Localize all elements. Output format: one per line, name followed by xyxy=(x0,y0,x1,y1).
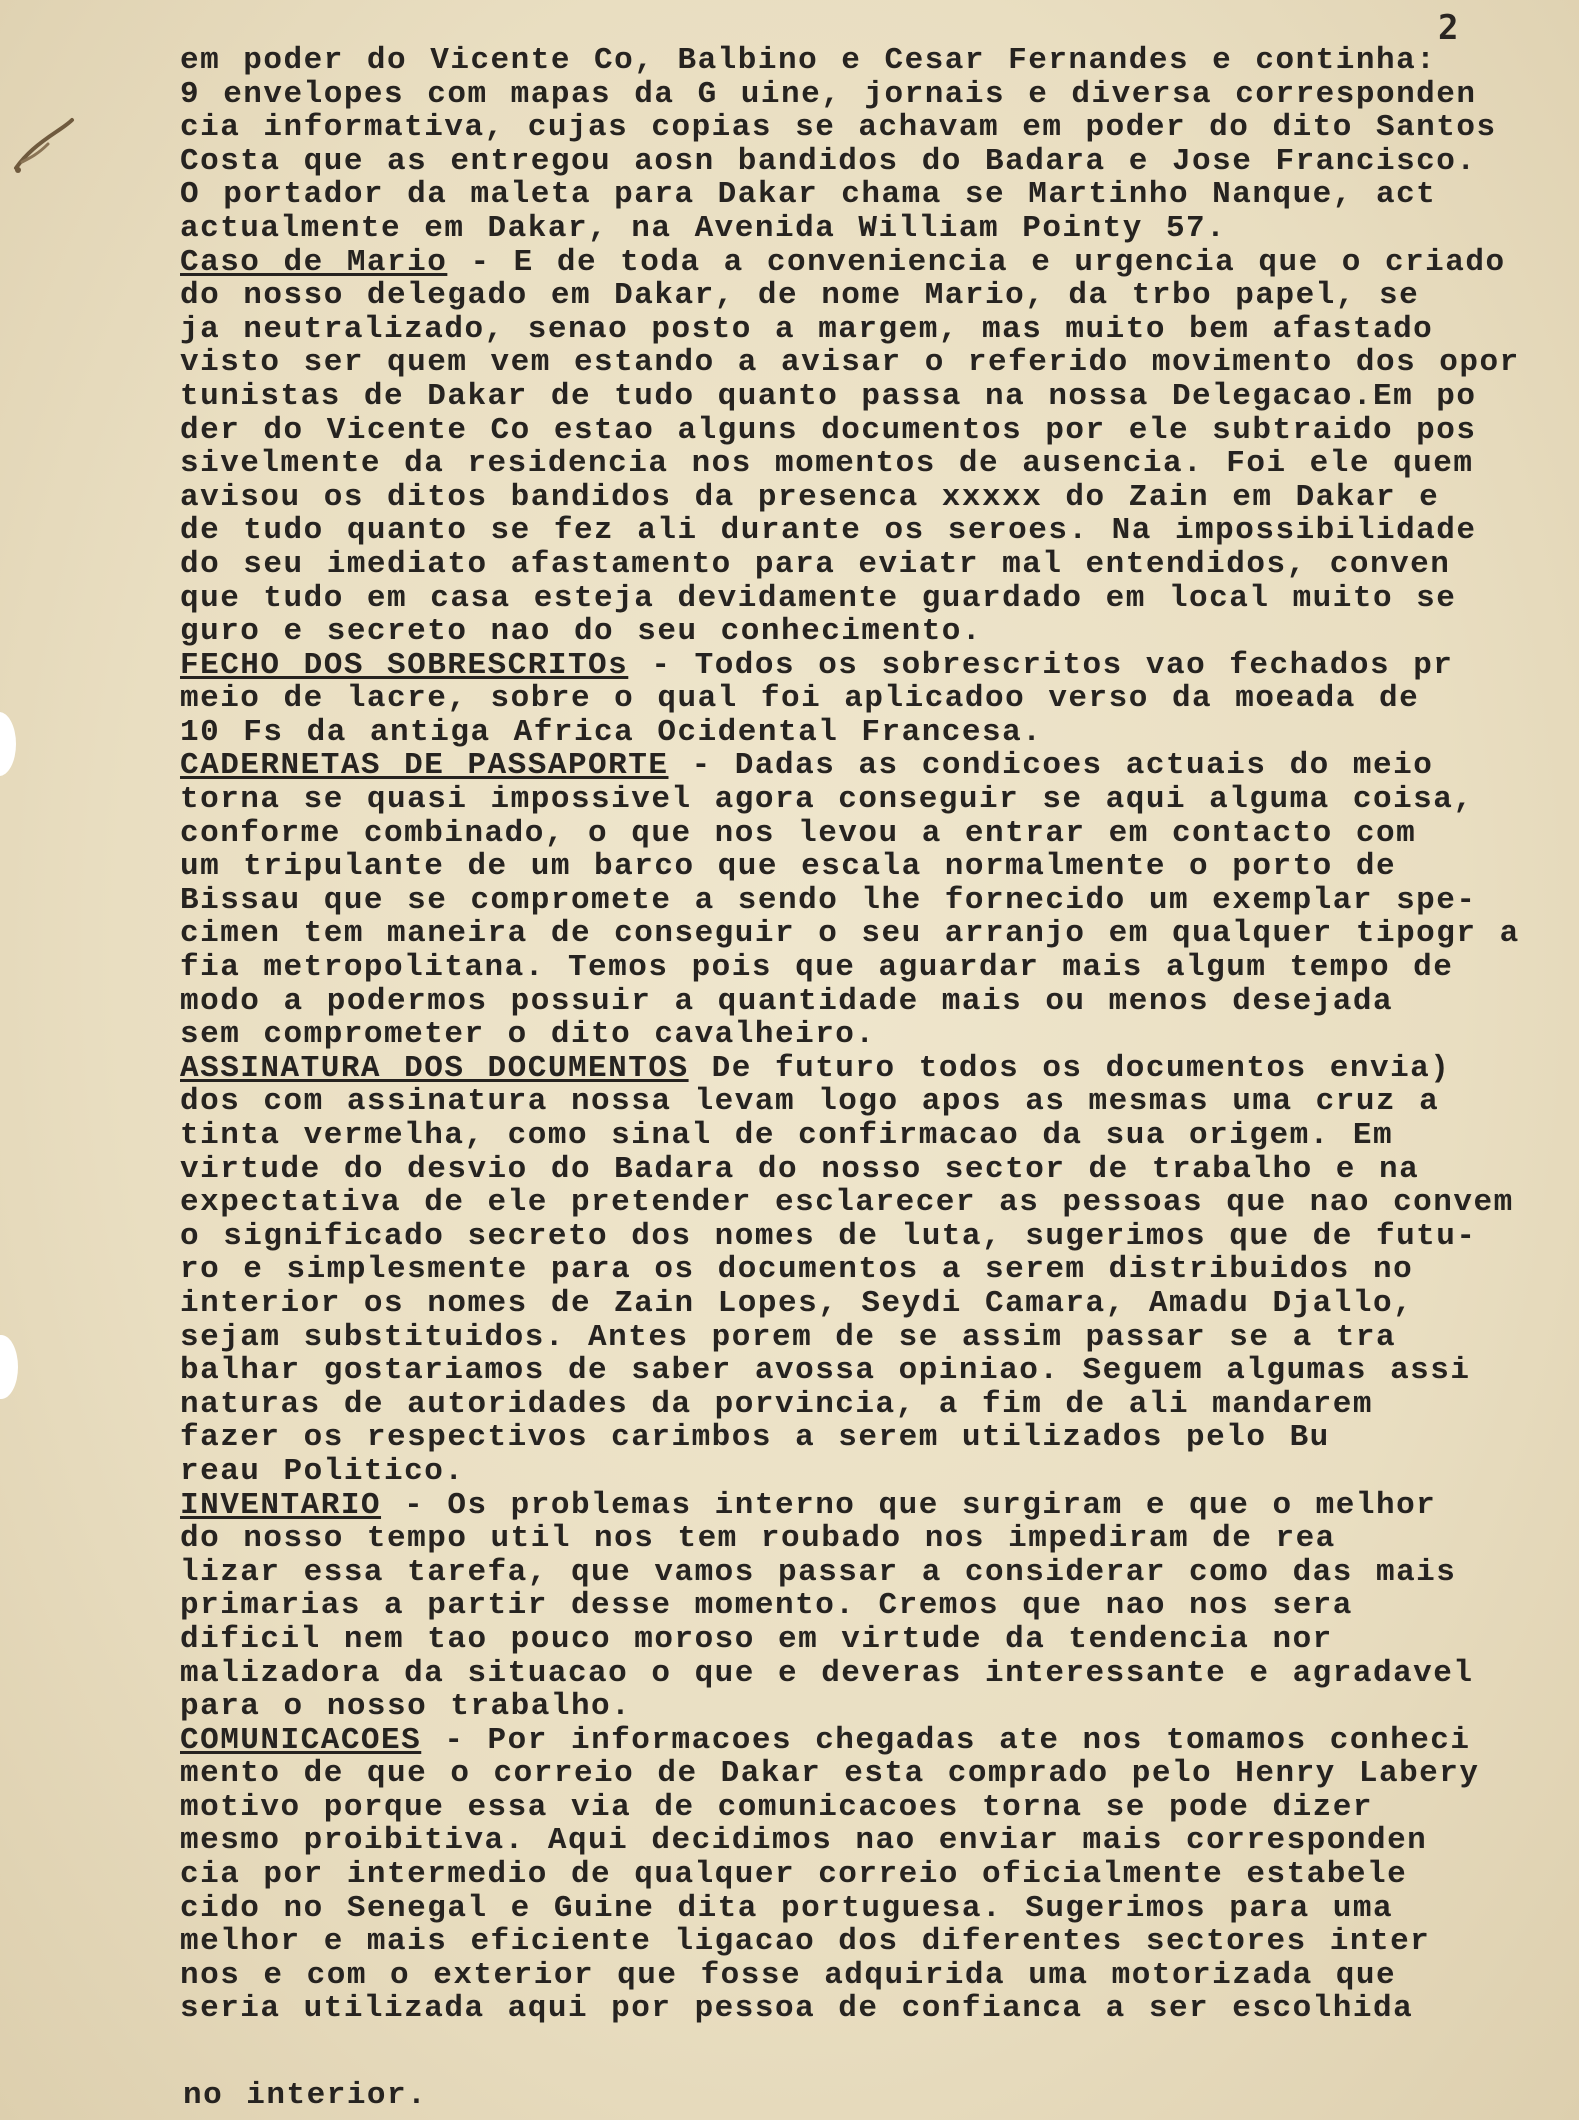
text-line xyxy=(180,1287,1540,1321)
section-heading: FECHO DOS SOBRESCRITOs xyxy=(180,647,629,683)
line-text: O portador da maleta para Dakar chama se Martinho Nanque, act xyxy=(180,177,1437,213)
text-line xyxy=(180,1489,1540,1523)
text-line xyxy=(180,1757,1540,1791)
line-text: sejam substituidos. Antes porem de se assim passar se a tra xyxy=(180,1319,1397,1355)
text-line xyxy=(180,1421,1540,1455)
line-text: sivelmente da residencia nos momentos de ausencia. Foi ele quem xyxy=(180,446,1474,482)
line-text: primarias a partir desse momento. Cremos que nao nos sera xyxy=(180,1588,1353,1624)
line-text: Bissau que se compromete a sendo lhe fornecido um exemplar spe- xyxy=(180,882,1477,918)
text-line xyxy=(180,1354,1540,1388)
text-line xyxy=(180,1186,1540,1220)
line-text: para o nosso trabalho. xyxy=(180,1689,632,1725)
line-text: meio de lacre, sobre o qual foi aplicadoo verso da moeada de xyxy=(180,681,1420,717)
page-number: 2 xyxy=(1438,8,1459,48)
text-line xyxy=(180,1623,1540,1657)
line-text: naturas de autoridades da porvincia, a fim de ali mandarem xyxy=(180,1386,1373,1422)
text-line xyxy=(180,145,1540,179)
text-line xyxy=(180,615,1540,649)
line-text: cido no Senegal e Guine dita portuguesa. Sugerimos para uma xyxy=(180,1890,1394,1926)
text-line xyxy=(180,1388,1540,1422)
line-text: ja neutralizado, senao posto a margem, mas muito bem afastado xyxy=(180,311,1434,347)
line-text: visto ser quem vem estando a avisar o referido movimento dos opor xyxy=(180,345,1520,381)
text-line xyxy=(180,817,1540,851)
line-text: mento de que o correio de Dakar esta comprado pelo Henry Labery xyxy=(180,1756,1480,1792)
section-heading: CADERNETAS DE PASSAPORTE xyxy=(180,748,669,784)
line-text: malizadora da situacao o que e deveras interessante e agradavel xyxy=(180,1655,1474,1691)
line-text: mesmo proibitiva. Aqui decidimos nao enviar mais corresponden xyxy=(180,1823,1428,1859)
line-text: Costa que as entregou aosn bandidos do Badara e Jose Francisco. xyxy=(180,143,1477,179)
section-heading: COMUNICACOES xyxy=(180,1722,422,1758)
text-line xyxy=(180,78,1540,112)
line-text: do nosso delegado em Dakar, de nome Mario, da trbo papel, se xyxy=(180,278,1420,314)
line-text: sem comprometer o dito cavalheiro. xyxy=(180,1017,876,1053)
line-text: torna se quasi impossivel agora conseguir se aqui alguma coisa, xyxy=(180,782,1474,818)
text-line xyxy=(180,514,1540,548)
section-heading: Caso de Mario xyxy=(180,244,448,280)
line-text: melhor e mais eficiente ligacao dos diferentes sectores inter xyxy=(180,1924,1431,1960)
text-line xyxy=(180,917,1540,951)
line-text: cimen tem maneira de conseguir o seu arranjo em qualquer tipogr a xyxy=(180,916,1520,952)
text-line xyxy=(180,178,1540,212)
text-line xyxy=(180,1119,1540,1153)
line-text: conforme combinado, o que nos levou a entrar em contacto com xyxy=(180,815,1417,851)
punch-hole-bottom xyxy=(0,1335,18,1399)
text-line xyxy=(180,1455,1540,1489)
text-line xyxy=(180,1959,1540,1993)
line-text: 9 envelopes com mapas da G uine, jornais e diversa corresponden xyxy=(180,76,1477,112)
line-text: nos e com o exterior que fosse adquirida uma motorizada que xyxy=(180,1957,1397,1993)
text-line xyxy=(180,380,1540,414)
text-line xyxy=(180,346,1540,380)
text-line xyxy=(180,548,1540,582)
line-text: De futuro todos os documentos envia) xyxy=(688,1050,1451,1086)
line-text: dos com assinatura nossa levam logo apos as mesmas uma cruz a xyxy=(180,1084,1440,1120)
line-text: expectativa de ele pretender esclarecer as pessoas que nao convem xyxy=(180,1185,1514,1221)
line-text: do nosso tempo util nos tem roubado nos impediram de rea xyxy=(180,1521,1336,1557)
text-line xyxy=(180,783,1540,817)
line-text: 10 Fs da antiga Africa Ocidental Francesa. xyxy=(180,714,1043,750)
text-line xyxy=(180,481,1540,515)
text-line xyxy=(180,951,1540,985)
text-line xyxy=(180,682,1540,716)
text-line xyxy=(180,44,1540,78)
section-heading: INVENTARIO xyxy=(180,1487,382,1523)
line-text: - Todos os sobrescritos vao fechados pr xyxy=(628,647,1454,683)
text-line xyxy=(180,279,1540,313)
text-line xyxy=(180,1824,1540,1858)
section-heading: ASSINATURA DOS DOCUMENTOS xyxy=(180,1050,689,1086)
text-line xyxy=(180,1657,1540,1691)
line-text: interior os nomes de Zain Lopes, Seydi Camara, Amadu Djallo, xyxy=(180,1285,1414,1321)
line-text: - Por informacoes chegadas ate nos tomamos conheci xyxy=(421,1722,1471,1758)
text-line xyxy=(180,1052,1540,1086)
line-text: modo a podermos possuir a quantidade mais ou menos desejada xyxy=(180,983,1394,1019)
line-text: cia por intermedio de qualquer correio oficialmente estabele xyxy=(180,1857,1408,1893)
line-text: fazer os respectivos carimbos a serem utilizados pelo Bu xyxy=(180,1420,1330,1456)
line-text: actualmente em Dakar, na Avenida William Pointy 57. xyxy=(180,210,1227,246)
text-line xyxy=(180,749,1540,783)
line-text: balhar gostariamos de saber avossa opiniao. Seguem algumas assi xyxy=(180,1353,1471,1389)
text-line xyxy=(180,1018,1540,1052)
text-line xyxy=(180,850,1540,884)
line-text: reau Politico. xyxy=(180,1453,465,1489)
line-text: avisou os ditos bandidos da presenca xxxxx do Zain em Dakar e xyxy=(180,479,1440,515)
line-text: - Os problemas interno que surgiram e que o melhor xyxy=(381,1487,1437,1523)
text-line xyxy=(180,414,1540,448)
text-line xyxy=(180,447,1540,481)
text-line xyxy=(180,1690,1540,1724)
line-text: motivo porque essa via de comunicacoes torna se pode dizer xyxy=(180,1789,1373,1825)
line-text: guro e secreto nao do seu conhecimento. xyxy=(180,614,983,650)
closing-line: no interior. xyxy=(183,2078,428,2113)
line-text: virtude do desvio do Badara do nosso sector de trabalho e na xyxy=(180,1151,1420,1187)
body-text xyxy=(180,44,1540,2026)
line-text: - Dadas as condicoes actuais do meio xyxy=(668,748,1434,784)
text-line xyxy=(180,716,1540,750)
line-text: em poder do Vicente Co, Balbino e Cesar Fernandes e continha: xyxy=(180,43,1437,78)
punch-hole-top xyxy=(0,712,16,776)
text-line xyxy=(180,1253,1540,1287)
line-text: dificil nem tao pouco moroso em virtude da tendencia nor xyxy=(180,1621,1333,1657)
line-text: do seu imediato afastamento para eviatr mal entendidos, conven xyxy=(180,546,1451,582)
line-text: lizar essa tarefa, que vamos passar a considerar como das mais xyxy=(180,1554,1457,1590)
text-line xyxy=(180,1858,1540,1892)
text-line xyxy=(180,1556,1540,1590)
line-text: tunistas de Dakar de tudo quanto passa na nossa Delegacao.Em po xyxy=(180,378,1477,414)
text-line xyxy=(180,1589,1540,1623)
text-line xyxy=(180,1992,1540,2026)
text-line xyxy=(180,985,1540,1019)
text-line xyxy=(180,1925,1540,1959)
text-line xyxy=(180,649,1540,683)
text-line xyxy=(180,111,1540,145)
line-text: de tudo quanto se fez ali durante os seroes. Na impossibilidade xyxy=(180,513,1477,549)
line-text: o significado secreto dos nomes de luta, sugerimos que de futu- xyxy=(180,1218,1477,1254)
text-line xyxy=(180,1153,1540,1187)
text-line xyxy=(180,1724,1540,1758)
text-line xyxy=(180,212,1540,246)
line-text: tinta vermelha, como sinal de confirmacao da sua origem. Em xyxy=(180,1118,1394,1153)
text-line xyxy=(180,246,1540,280)
text-line xyxy=(180,1321,1540,1355)
line-text: - E de toda a conveniencia e urgencia que o criado xyxy=(447,244,1506,280)
line-text: der do Vicente Co estao alguns documentos por ele subtraido pos xyxy=(180,412,1477,448)
line-text: fia metropolitana. Temos pois que aguardar mais algum tempo de xyxy=(180,950,1454,986)
line-text: um tripulante de um barco que escala normalmente o porto de xyxy=(180,849,1397,885)
text-line xyxy=(180,313,1540,347)
line-text: cia informativa, cujas copias se achavam em poder do dito Santos xyxy=(180,110,1497,146)
line-text: ro e simplesmente para os documentos a serem distribuidos no xyxy=(180,1252,1414,1288)
text-line xyxy=(180,1220,1540,1254)
text-line xyxy=(180,582,1540,616)
text-line xyxy=(180,1522,1540,1556)
text-line xyxy=(180,884,1540,918)
text-line xyxy=(180,1085,1540,1119)
text-line xyxy=(180,1892,1540,1926)
line-text: que tudo em casa esteja devidamente guardado em local muito se xyxy=(180,580,1457,616)
ink-smudge-mark xyxy=(8,110,78,180)
text-line xyxy=(180,1791,1540,1825)
line-text: seria utilizada aqui por pessoa de confianca a ser escolhida xyxy=(180,1991,1414,2027)
